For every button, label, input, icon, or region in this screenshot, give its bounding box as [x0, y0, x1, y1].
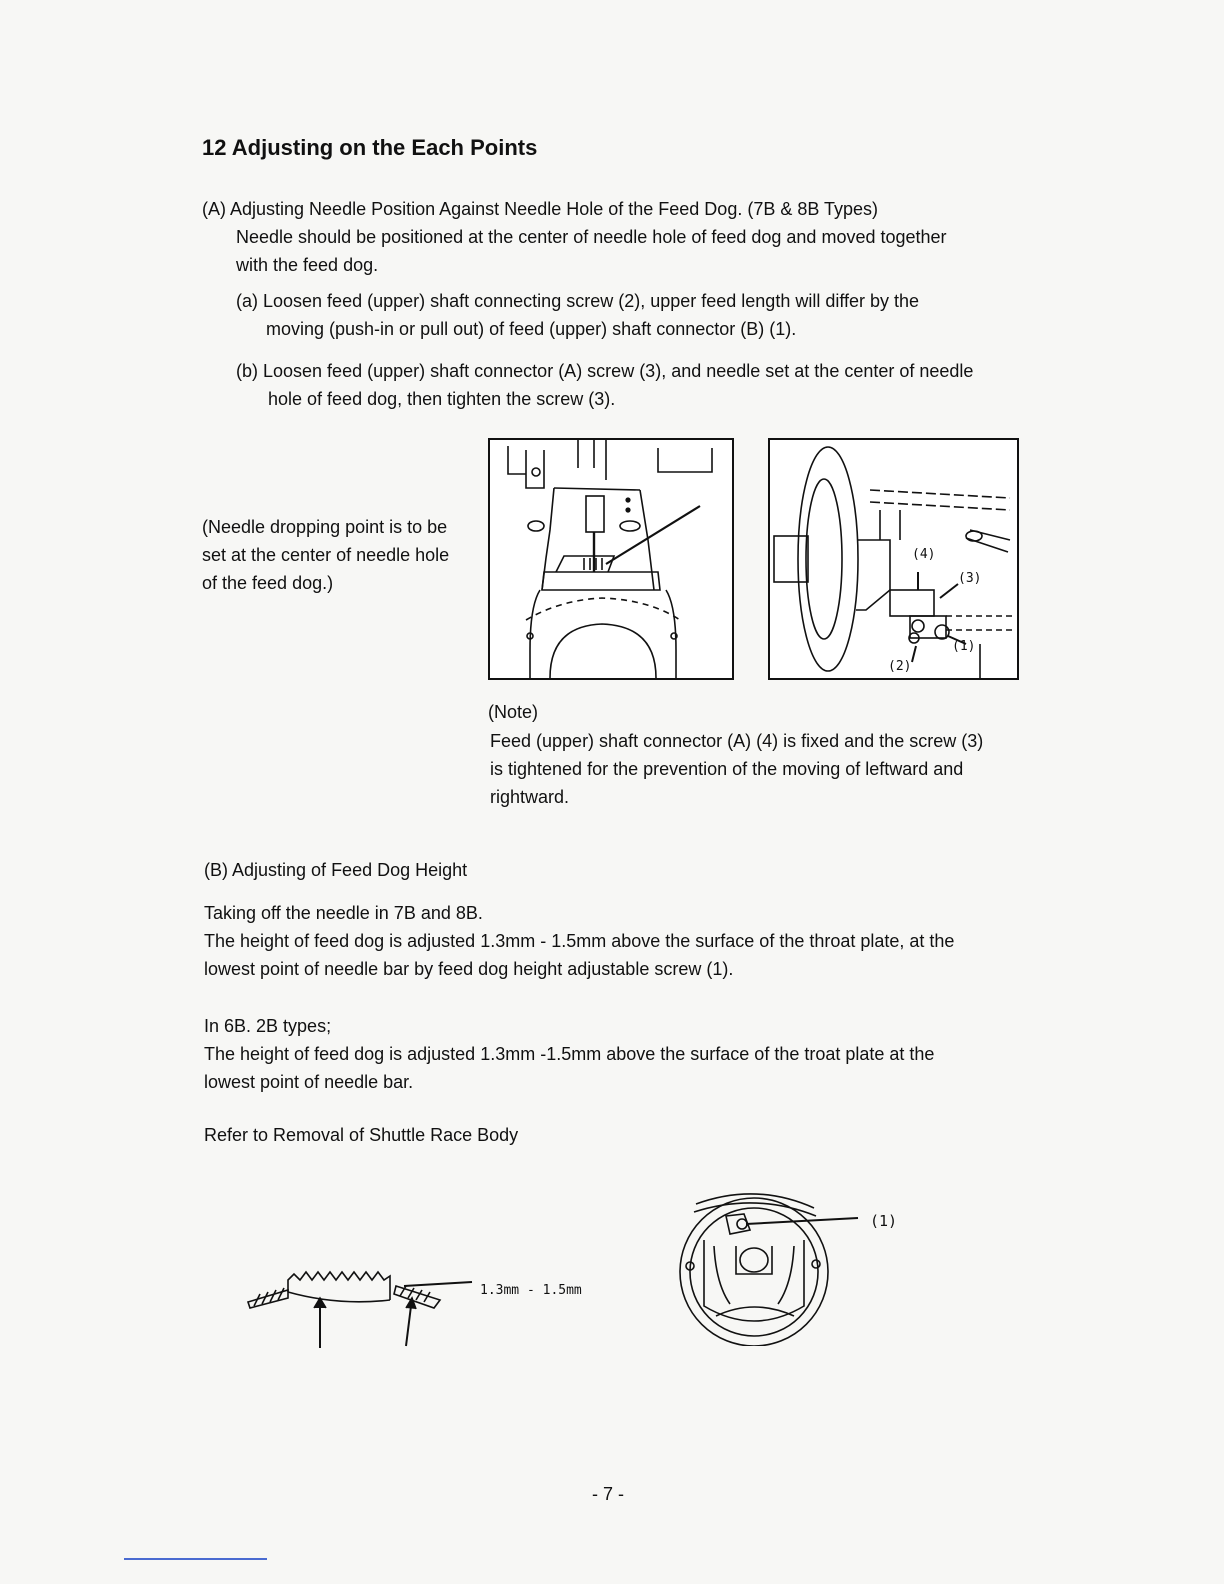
section-a-intro-1: Needle should be positioned at the center of needle hole of feed dog and moved together — [236, 227, 947, 247]
section-a-title: (A) Adjusting Needle Position Against Needle Hole of the Feed Dog. (7B & 8B Types) — [202, 199, 879, 219]
figure-caption-3: of the feed dog.) — [202, 573, 334, 593]
section-a-intro-2: with the feed dog. — [236, 255, 379, 275]
feed-dog-height-diagram — [244, 1262, 624, 1354]
note-line-3: rightward. — [490, 787, 570, 807]
dimension-label: 1.3mm - 1.5mm — [480, 1283, 582, 1298]
section-b-p1-2: The height of feed dog is adjusted 1.3mm - 1.5mm above the surface of the throat plate, at the — [204, 931, 955, 951]
note-line-1: Feed (upper) shaft connector (A) (4) is fixed and the screw (3) — [490, 731, 984, 751]
figure-caption-2: set at the center of needle hole — [202, 545, 450, 565]
section-b-p2-3: lowest point of needle bar. — [204, 1072, 414, 1092]
note-line-2: is tightened for the prevention of the moving of leftward and — [490, 759, 964, 779]
fig2-label-2: (2) — [888, 659, 912, 674]
fig2-label-4: (4) — [912, 547, 936, 562]
section-b-p1-1: Taking off the needle in 7B and 8B. — [204, 903, 483, 923]
footer-rule — [124, 1558, 267, 1560]
figure-caption-1: (Needle dropping point is to be — [202, 517, 448, 537]
fig2-label-1: (1) — [952, 639, 976, 654]
feed-shaft-connector-figure — [768, 438, 1019, 680]
page-number: - 7 - — [592, 1484, 625, 1504]
shuttle-race-diagram — [676, 1186, 912, 1346]
step-a-2: moving (push-in or pull out) of feed (upper) shaft connector (B) (1). — [266, 319, 797, 339]
needle-feed-dog-figure — [488, 438, 734, 680]
step-b-1: (b) Loosen feed (upper) shaft connector (A) screw (3), and needle set at the center of needle — [236, 361, 974, 381]
refer-text: Refer to Removal of Shuttle Race Body — [204, 1125, 519, 1145]
section-heading: 12 Adjusting on the Each Points — [202, 135, 538, 160]
step-a-1: (a) Loosen feed (upper) shaft connecting screw (2), upper feed length will differ by the — [236, 291, 920, 311]
section-b-p2-2: The height of feed dog is adjusted 1.3mm -1.5mm above the surface of the troat plate at the — [204, 1044, 935, 1064]
section-b-title: (B) Adjusting of Feed Dog Height — [204, 860, 468, 880]
section-b-p1-3: lowest point of needle bar by feed dog height adjustable screw (1). — [204, 959, 734, 979]
note-title: (Note) — [488, 702, 539, 722]
section-b-p2-1: In 6B. 2B types; — [204, 1016, 332, 1036]
shuttle-label-1: (1) — [870, 1212, 898, 1230]
fig2-label-3: (3) — [958, 571, 982, 586]
step-b-2: hole of feed dog, then tighten the screw (3). — [268, 389, 616, 409]
